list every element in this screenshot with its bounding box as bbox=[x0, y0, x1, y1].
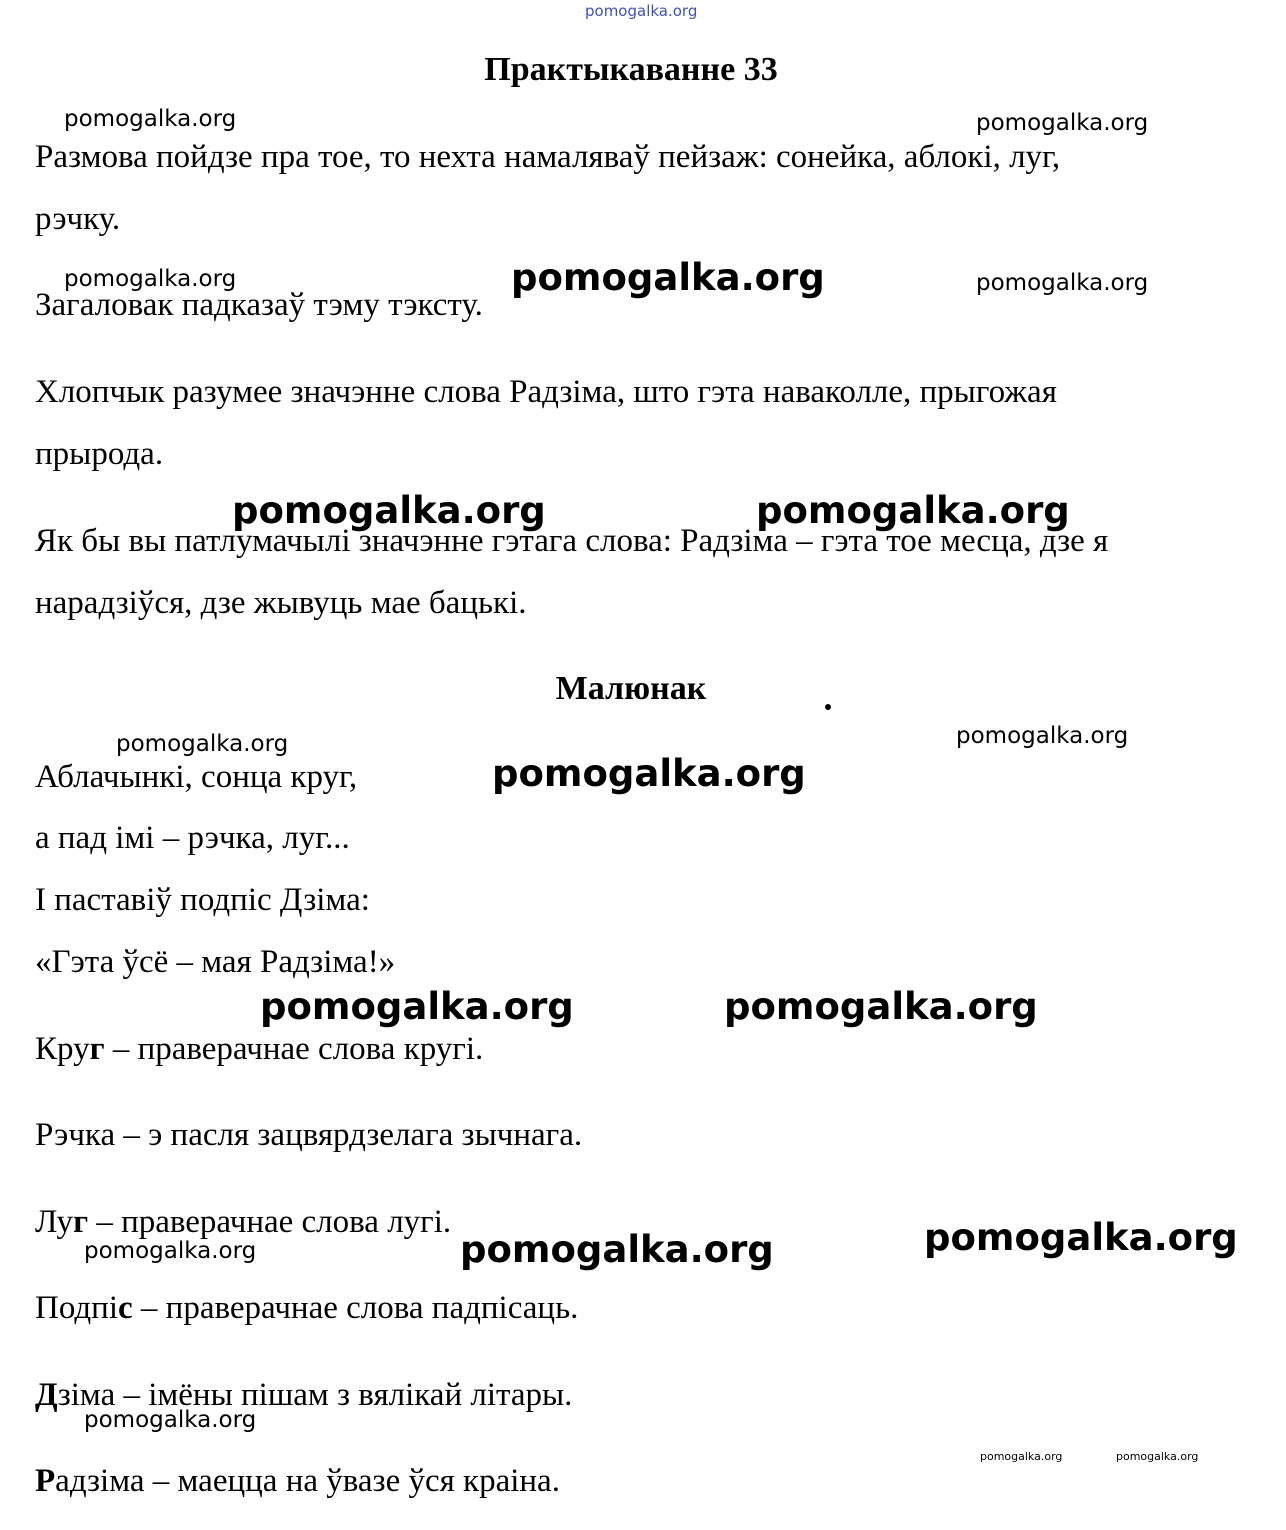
stray-dot bbox=[825, 704, 831, 710]
poem-line: І паставіў подпіс Дзіма: bbox=[35, 882, 370, 918]
paragraph-line: Хлопчык разумее значэнне слова Радзіма, што гэта наваколле, прыгожая bbox=[35, 374, 1057, 410]
poem-line: Аблачынкі, сонца круг, bbox=[35, 759, 358, 795]
note-line bbox=[35, 1461, 560, 1501]
paragraph-line: рэчку. bbox=[35, 201, 121, 237]
watermark: pomogalka.org bbox=[756, 489, 1070, 532]
note-letter: г bbox=[89, 1031, 105, 1067]
note-line bbox=[35, 1029, 483, 1069]
note-word: Кру bbox=[35, 1031, 90, 1067]
poem-line: а пад імі – рэчка, луг... bbox=[35, 820, 350, 856]
note-text: – праверачнае слова кругі. bbox=[104, 1031, 484, 1067]
watermark: pomogalka.org bbox=[724, 985, 1038, 1028]
watermark: pomogalka.org bbox=[84, 1407, 257, 1433]
poem-title: Малюнак bbox=[555, 670, 707, 707]
page-title: Практыкаванне 33 bbox=[484, 51, 778, 88]
note-line bbox=[35, 1115, 582, 1155]
watermark: pomogalka.org bbox=[492, 752, 806, 795]
watermark: pomogalka.org bbox=[976, 110, 1149, 136]
note-letter: с bbox=[118, 1290, 133, 1326]
note-letter: г bbox=[73, 1204, 89, 1240]
note-letter: Д bbox=[35, 1377, 58, 1413]
watermark: pomogalka.org bbox=[232, 489, 546, 532]
watermark: pomogalka.org bbox=[980, 1450, 1063, 1463]
watermark: pomogalka.org bbox=[956, 723, 1129, 749]
watermark: pomogalka.org bbox=[460, 1228, 774, 1271]
note-text: адзіма – маецца на ўвазе ўся краіна. bbox=[55, 1463, 560, 1499]
poem-line: «Гэта ўсё – мая Радзіма!» bbox=[35, 944, 396, 980]
note-text: – праверачнае слова лугі. bbox=[88, 1204, 452, 1240]
watermark: pomogalka.org bbox=[924, 1216, 1238, 1259]
note-line bbox=[35, 1202, 451, 1242]
note-line bbox=[35, 1288, 578, 1328]
note-word: Рэчка bbox=[35, 1117, 116, 1153]
watermark: pomogalka.org bbox=[116, 731, 289, 757]
note-word: Лу bbox=[35, 1204, 74, 1240]
watermark: pomogalka.org bbox=[64, 266, 237, 292]
paragraph-line: Размова пойдзе пра тое, то нехта намаляваў пейзаж: сонейка, аблокі, луг, bbox=[35, 139, 1061, 175]
watermark: pomogalka.org bbox=[976, 270, 1149, 296]
paragraph-line: прырода. bbox=[35, 436, 164, 472]
note-word: Подпі bbox=[35, 1290, 118, 1326]
watermark: pomogalka.org bbox=[260, 985, 574, 1028]
paragraph-line: Як бы вы патлумачылі значэнне гэтага слова: Радзіма – гэта тое месца, дзе я bbox=[35, 523, 1109, 559]
header-watermark: pomogalka.org bbox=[585, 2, 698, 20]
watermark: pomogalka.org bbox=[511, 256, 825, 299]
watermark: pomogalka.org bbox=[64, 106, 237, 132]
watermark: pomogalka.org bbox=[84, 1238, 257, 1264]
note-letter: Р bbox=[35, 1463, 56, 1499]
paragraph-line: нарадзіўся, дзе жывуць мае бацькі. bbox=[35, 585, 527, 621]
paragraph-line: Загаловак падказаў тэму тэксту. bbox=[35, 287, 483, 323]
note-text: – праверачнае слова падпісаць. bbox=[132, 1290, 579, 1326]
watermark: pomogalka.org bbox=[1116, 1450, 1199, 1463]
note-text: – э пасля зацвярдзелага зычнага. bbox=[115, 1117, 583, 1153]
note-text: зіма – імёны пішам з вялікай літары. bbox=[57, 1377, 573, 1413]
